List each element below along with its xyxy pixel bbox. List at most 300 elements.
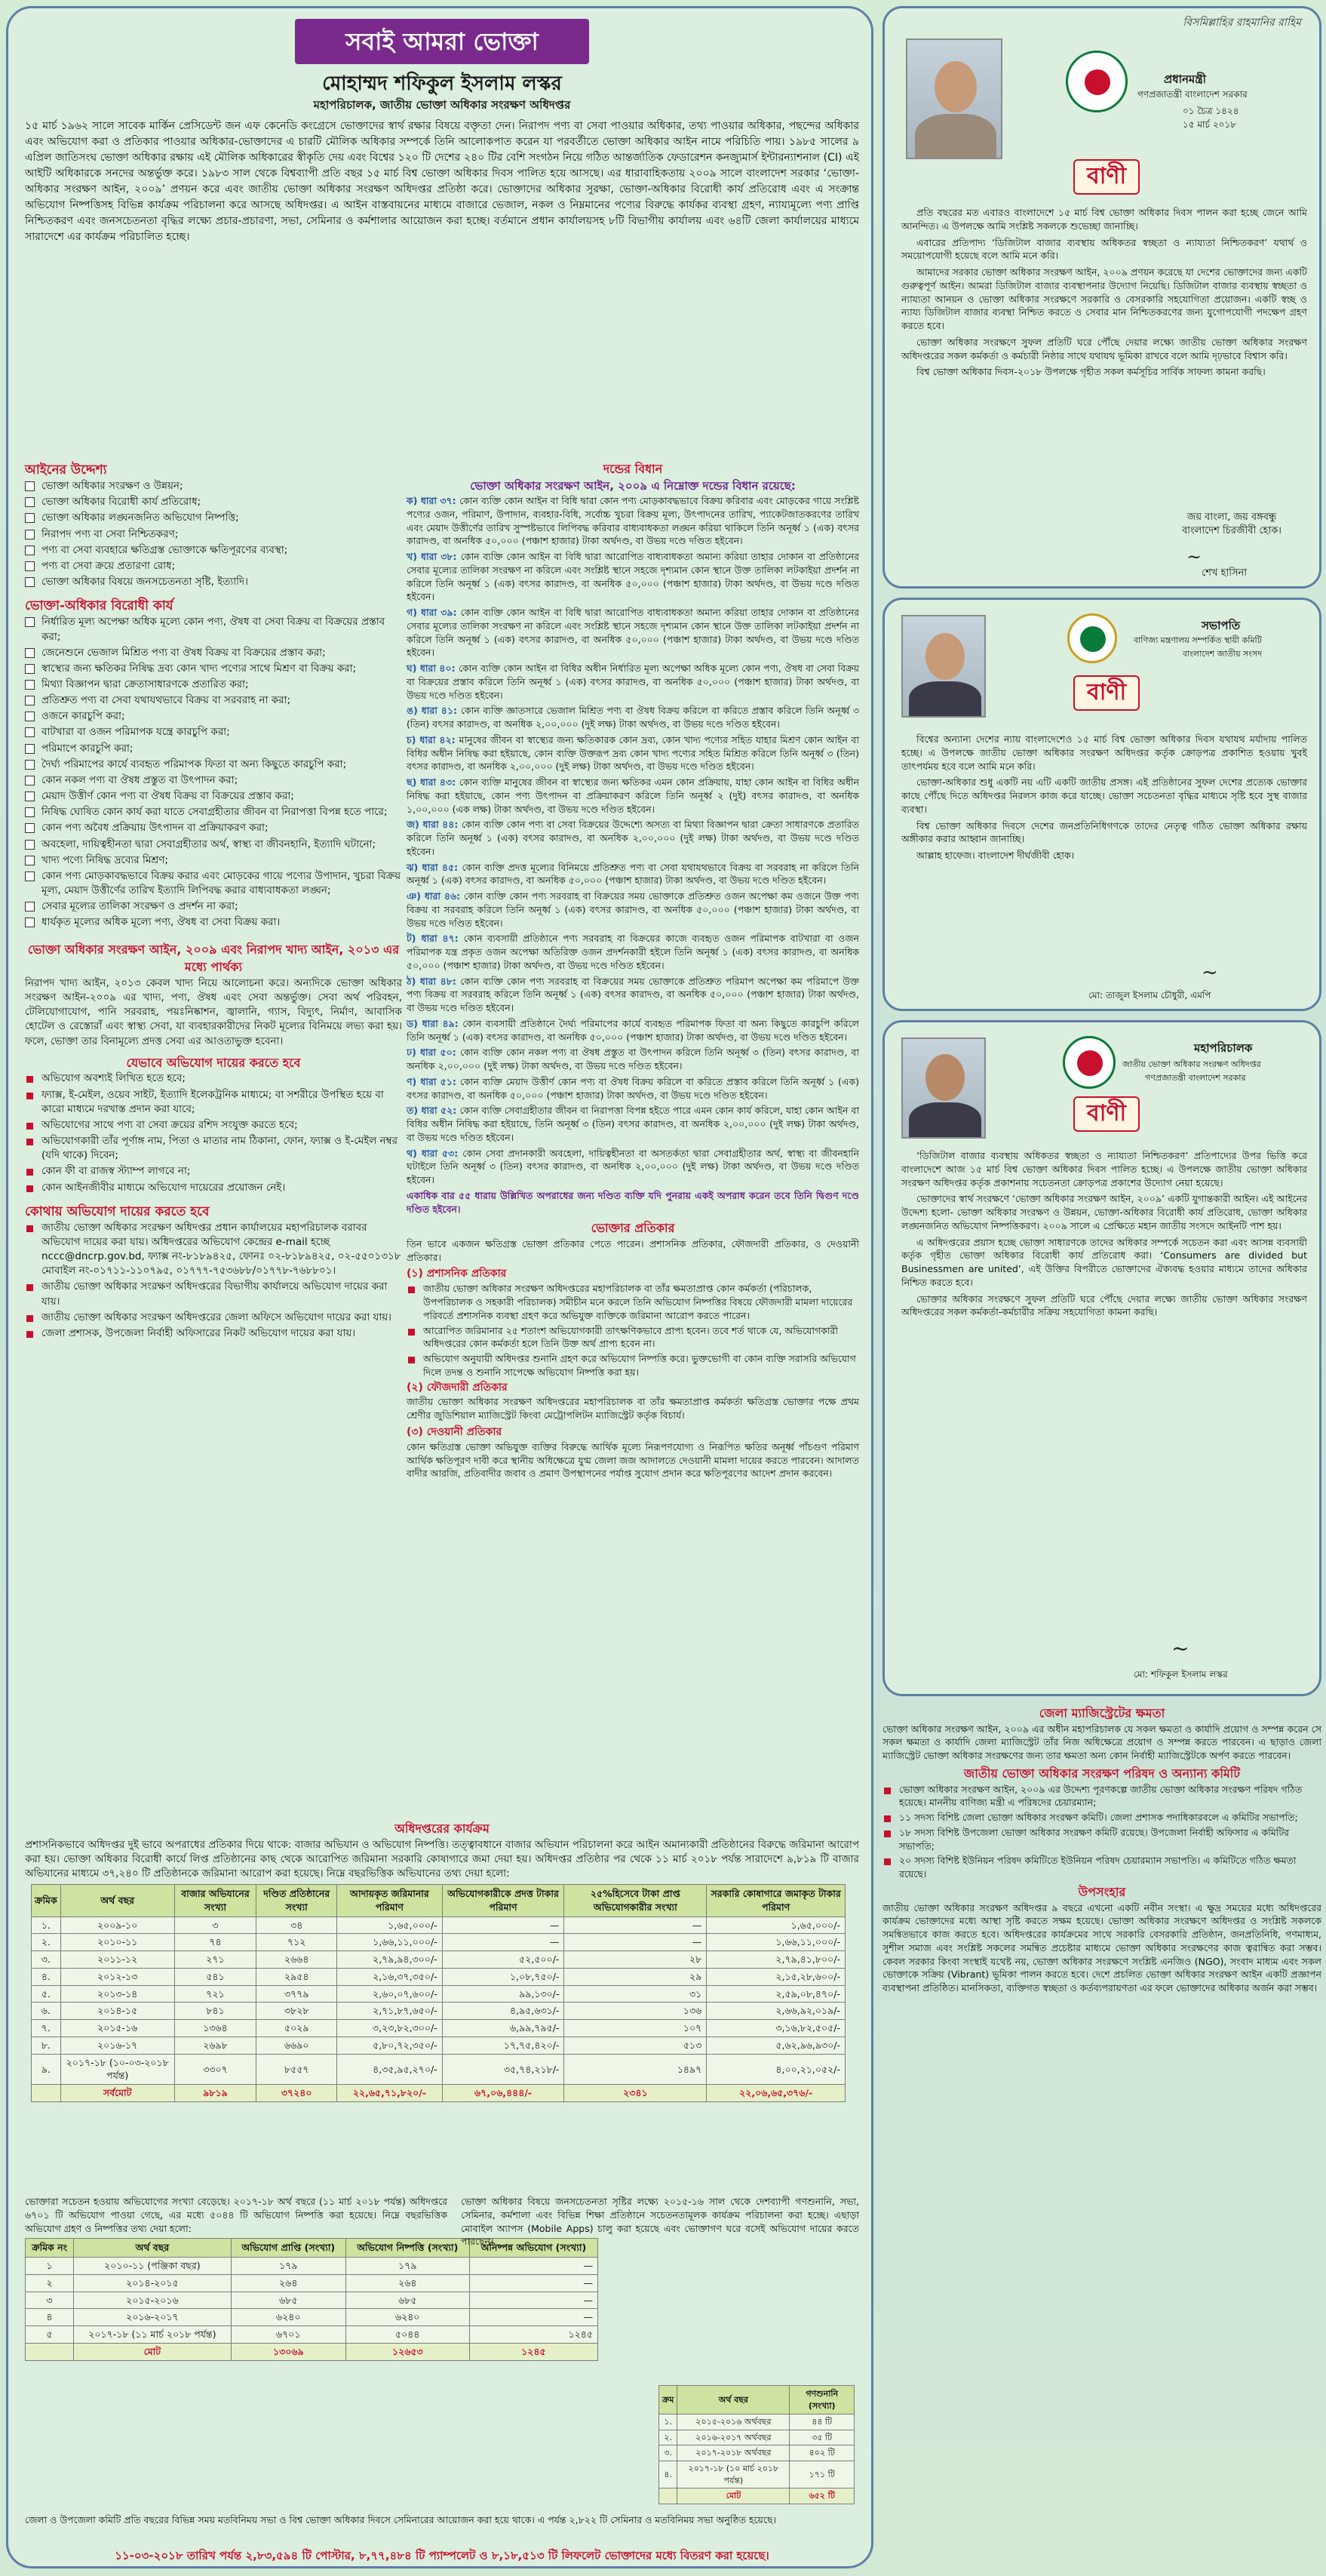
parliament-emblem-icon <box>1067 613 1117 663</box>
checkbox-bullet-icon <box>25 664 35 674</box>
table-row <box>26 2258 598 2275</box>
penalty-item: ঞ) ধারা ৪৬: কোন ব্যক্তি কোন পণ্য সরবরাহ বা বিক্রয়ের সময় ভোক্তাকে প্রতিশ্রুত ওজন অপেক্ষা কম ওজনে উক্ত পণ্য বিক্রয় বা সরবরাহ করিলে তিনি অনূর্ধ্ব ১ (এক) বৎসর কারাদণ্ড, বা অনধিক ৫০,০০০ (পঞ্চাশ হাজার) টাকা অর্থদণ্ড, বা উভয় দণ্ডে দণ্ডিত হইবেন। <box>407 890 859 929</box>
checkbox-bullet-icon <box>25 546 35 555</box>
penalty-section-label: ঘ) ধারা ৪০: <box>407 662 459 675</box>
dm-powers-text: ভোক্তা অধিকার সংরক্ষণ আইন, ২০০৯ এর অধীন মহাপরিচালক যে সকল ক্ষমতা ও কার্যাদি প্রয়োগ ও সম্পন্ন করেন সে সকল ক্ষমতা ও কার্যাদি জেলা ম্যাজিস্ট্রেট তাঁর নিজ অধিক্ষেত্রে প্রয়োগ ও সম্পন্ন করতে পারবেন। এ ছাড়াও জেলা ম্যাজিস্ট্রেট ভোক্তা অধিকার সংরক্ষণের জন্য তার ক্ষমতা অন্য কোন নির্বাহী ম্যাজিস্ট্রেটকে অর্পণ করতে পারবেন। <box>882 1723 1321 1762</box>
table-cell: ২,৭১,৮৭,৬৫০/- <box>337 2003 443 2020</box>
square-bullet-icon <box>408 1286 415 1293</box>
message-paragraph: বিশ্বের অন্যান্য দেশের ন্যায় বাংলাদেশেও ১৫ মার্চ বিশ্ব ভোক্তা অধিকার দিবস যথাযথ মর্যাদায় পালিত হচ্ছে। এ উপলক্ষে জাতীয় ভোক্তা অধিকার সংরক্ষণ অধিদপ্তর কর্তৃক ক্রোড়পত্র প্রকাশিত হওয়ায় খুবই তাৎপর্যময় হবে বলে আমি মনে করি। <box>901 733 1307 772</box>
table-cell: ১৩৬ <box>564 2003 707 2020</box>
anti-item: পরিমাপে কারচুপি করা; <box>25 742 402 756</box>
table-cell: ৪. <box>32 1968 61 1985</box>
table-cell: ২০১৫-১৬ <box>60 2020 174 2037</box>
checkbox-bullet-icon <box>25 648 35 658</box>
table-cell: মোট <box>677 2488 790 2504</box>
left-column <box>25 461 402 1342</box>
message-paragraph: ভোক্তাদের স্বার্থ সংরক্ষণে ‘ভোক্তা অধিকার সংরক্ষণ আইন, ২০০৯’ একটি যুগান্তকারী আইন। এই আইনের উদ্দেশ্য হলো- ভোক্তা অধিকার সংরক্ষণ ও উন্নয়ন, ভোক্তা-অধিকার বিরোধী কার্য প্রতিরোধ, ভোক্তা অধিকার লঙ্ঘনজনিত অভিযোগ নিষ্পত্তিকরণ। ২০০৯ সালে এ প্রেক্ষিতে মহান জাতীয় সংসদে আইনটি পাশ হয়। <box>901 1193 1307 1231</box>
law-diff-text: নিরাপদ খাদ্য আইন, ২০১৩ কেবল খাদ্য নিয়ে আলোচনা করে। অন্যদিকে ভোক্তা অধিকার সংরক্ষণ আইন-২০০৯ এর খাদ্য, পণ্য, ঔষধ এবং সেবা অন্তর্ভুক্ত। সেবা অর্থ পরিবহন, টেলিযোগাযোগ, পানি সরবরাহ, পয়ঃনিষ্কাশন, জ্বালানি, গ্যাস, বিদ্যুৎ, নির্মাণ, আবাসিক হোটেল ও রেস্তোরাঁ এবং স্বাস্থ্য সেবা, যা ব্যবহারকারীদের নিকট মূল্যের বিনিময়ে লভ্য করা হয়। ফলে, ভোক্তা তার বিনামূল্যে প্রদত্ত সেবা এর আওতাভুক্ত হবেনা। <box>25 976 402 1047</box>
complaint-section <box>25 2195 593 2361</box>
table-cell: ১৪৯৭ <box>564 2054 707 2085</box>
table-cell: সর্বমোট <box>60 2085 174 2102</box>
table-cell: ১,৬৫,০০০/- <box>337 1917 443 1934</box>
table-row <box>32 1951 846 1969</box>
square-bullet-icon <box>408 1329 415 1336</box>
checkbox-bullet-icon <box>25 513 35 523</box>
calligraphy-header: বিসমিল্লাহির রাহমানির রাহিম <box>1183 17 1301 29</box>
table-header: অনিষ্পন্ন অভিযোগ (সংখ্যা) <box>469 2239 597 2258</box>
table-cell: ৩৭৭৯ <box>256 1985 337 2003</box>
penalty-item: চ) ধারা ৪২: মানুষের জীবন বা স্বাস্থ্যের জন্য ক্ষতিকারক কোন দ্রব্য, কোন খাদ্য পণ্যের সহিত যাহার মিশ্রণ কোন আইন বা বিধির অধীন নিষিদ্ধ করা হইয়াছে, কোন ব্যক্তি উক্তরূপ দ্রব্য কোন খাদ্য পণ্যের সহিত মিশ্রিত করিলে তিনি অনূর্ধ্ব ৩ (তিন) বৎসর কারাদণ্ড, বা অনধিক ২,০০,০০০ (দুই লক্ষ) টাকা অর্থদণ্ড, বা উভয় দণ্ডে দণ্ডিত হইবেন। <box>407 733 859 773</box>
message-paragraph: প্রতি বছরের মত এবারও বাংলাদেশে ১৫ মার্চ বিশ্ব ভোক্তা অধিকার দিবস পালন করা হচ্ছে জেনে আমি আনন্দিত। এ উপলক্ষে আমি সংশ্লিষ্ট সকলকে শুভেচ্ছা জানাচ্ছি। <box>901 207 1307 232</box>
remedy-heading: ভোক্তার প্রতিকার <box>591 1221 675 1236</box>
table-cell: ৪. <box>659 2461 677 2488</box>
penalty-item: ঝ) ধারা ৪৫: কোন ব্যক্তি প্রদত্ত মূল্যের বিনিময়ে প্রতিশ্রুত পণ্য বা সেবা যথাযথভাবে বিক্রয় বা সরবরাহ না করিলে তিনি অনূর্ধ্ব ১ (এক) বৎসর কারাদণ্ড, বা অনধিক ৫০,০০০ (পঞ্চাশ হাজার) টাকা অর্থদণ্ড, বা উভয় দণ্ডে দণ্ডিত হইবেন। <box>407 861 859 887</box>
chair-signature: ~ <box>1202 961 1218 984</box>
table-cell: ৬২৪০ <box>231 2309 345 2326</box>
table-total-row <box>659 2488 855 2504</box>
square-bullet-icon <box>26 1076 33 1083</box>
how-item: কোন ফী বা রাজস্ব স্ট্যাম্প লাগবে না; <box>25 1164 402 1179</box>
chair-bani-badge: বাণী <box>1073 675 1140 711</box>
table-cell: ১,৬৬,১১,০০০/- <box>707 1934 846 1951</box>
table-cell: ১,৬৫,০০০/- <box>707 1917 846 1934</box>
table-cell: ৮৪১ <box>174 2003 256 2020</box>
table-row <box>32 1968 846 1985</box>
anti-item: কোন পণ্য মোড়কাবদ্ধভাবে বিক্রয় করার এবং মোড়কের গায়ে পণ্যের উপাদান, খুচরা বিক্রয় মূল্য, মেয়াদ উত্তীর্ণের তারিখ ইত্যাদি লিপিবদ্ধ করার বাধ্যবাধকতা লঙ্ঘন; <box>25 869 402 898</box>
pm-message-body <box>901 206 1307 382</box>
awareness-text: ভোক্তা অধিকার বিষয়ে জনসচেতনতা সৃষ্টির লক্ষ্যে ২০১৫-১৬ সাল থেকে দেশব্যাপী গণশুনানি, সভা, সেমিনার, কর্মশালা এবং বিভিন্ন শিক্ষা প্রতিষ্ঠানে সচেতনতামূলক কার্যক্রম পরিচালনা করা হচ্ছে। এছাড়া মোবাইল অ্যাপস (Mobile Apps) চালু করা হয়েছে এবং ভোক্তাগণ ঘরে বসেই অভিযোগ দায়ের করতে পারছেন। <box>461 2196 859 2248</box>
message-paragraph: এবারের প্রতিপাদ্য ‘ডিজিটাল বাজার ব্যবস্থায় অধিকতর স্বচ্ছতা ও ন্যায্যতা নিশ্চিতকরণ’ যথার্থ ও সময়োপযোগী হয়েছে বলে আমি মনে করি। <box>901 236 1307 262</box>
message-paragraph: বিশ্ব ভোক্তা অধিকার দিবস-২০১৮ উপলক্ষে গৃহীত সকল কর্মসূচির সার্বিক সাফল্য কামনা করছি। <box>916 366 1266 378</box>
table-row <box>26 2326 598 2344</box>
remedy-admin-item: অভিযোগ অনুযায়ী অধিদপ্তর শুনানি গ্রহণ করে অভিযোগ নিষ্পত্তি করে। ভুক্তভোগী বা কোন ব্যক্তি সরাসরি অভিযোগ দিলে তদন্ত ও শুনানি সাপেক্ষে অভিযোগ নিষ্পত্তি করা হয়। <box>407 1352 859 1379</box>
table-cell: ৬৭০১ <box>231 2326 345 2344</box>
table-cell: ২৬৬৪ <box>256 1951 337 1969</box>
penalty-item: ঢ) ধারা ৫০: কোন ব্যক্তি কোন নকল পণ্য বা ঔষধ প্রস্তুত বা উৎপাদন করিলে তিনি অনূর্ধ্ব ৩ (তিন) বৎসর কারাদণ্ড, বা অনধিক ২,০০,০০০ (দুই লক্ষ) টাকা অর্থদণ্ড, বা উভয় দণ্ডে দণ্ডিত হইবেন। <box>407 1047 859 1072</box>
law-diff-heading: ভোক্তা অধিকার সংরক্ষণ আইন, ২০০৯ এবং নিরাপদ খাদ্য আইন, ২০১৩ এর মধ্যে পার্থক্য <box>27 942 400 975</box>
checkbox-bullet-icon <box>25 792 35 801</box>
table-cell: ৭৪ <box>174 1934 256 1951</box>
chair-message-box <box>882 598 1321 1011</box>
penalty-item: ণ) ধারা ৫১: কোন ব্যক্তি মেয়াদ উত্তীর্ণ কোন পণ্য বা ঔষধ বিক্রয় করিলে বা করিতে প্রস্তাব করিলে তিনি অনূর্ধ্ব ১ (এক) বৎসর কারাদণ্ড, বা অনধিক ৫০,০০০ (পঞ্চাশ হাজার) টাকা অর্থদণ্ড, বা উভয় দণ্ডে দণ্ডিত হইবেন। <box>407 1075 859 1101</box>
table-cell: ১৭৯ <box>345 2258 469 2275</box>
table-cell: ২৮ <box>564 1951 707 1969</box>
checkbox-bullet-icon <box>25 807 35 817</box>
penalty-section-label: গ) ধারা ৩৯: <box>407 607 461 619</box>
table-cell: ২০০৯-১০ <box>60 1917 174 1934</box>
aim-item: নিরাপদ পণ্য বা সেবা নিশ্চিতকরণ; <box>25 527 402 542</box>
directorate-emblem-icon <box>1063 1036 1116 1089</box>
remedy-civil-text: কোন ক্ষতিগ্রস্ত ভোক্তা অভিযুক্ত ব্যক্তির বিরুদ্ধে আর্থিক মূল্যে নিরূপণযোগ্য ও নিরূপিত ক্ষতির অনূর্ধ্ব পাঁচগুণ পরিমাণ আর্থিক ক্ষতিপূরণ দাবী করে স্থানীয় অধিক্ষেত্রে যুগ্ম জেলা জজ আদালতে দেওয়ানী মামলা দায়ের করতে পারবেন। আদালত বাদীর আরজি, প্রতিবাদীর জবাব ও প্রমাণ উপস্থাপনের পর্যাপ্ত সুযোগ প্রদান করে ক্ষতিপূরণের আদেশ প্রদান করবেন। <box>407 1440 859 1480</box>
message-paragraph: আমাদের সরকার ভোক্তা অধিকার সংরক্ষণ আইন, ২০০৯ প্রণয়ন করেছে যা দেশের ভোক্তাদের জন্য একটি গুরুত্বপূর্ণ আইন। আমরা ডিজিটাল বাজার ব্যবস্থাপনার উদ্যোগ নিয়েছি। ডিজিটাল বাজার ব্যবস্থায় স্বচ্ছতা ও ন্যায্যতা আনয়ন ও ভোক্তা অধিকার সংরক্ষণে সরকারি ও বেসরকারি সহযোগিতা প্রয়োজন। একটি স্বচ্ছ ও ন্যায্য ডিজিটাল বাজার ব্যবস্থা নিশ্চিত করতে ও সেবার মান নিশ্চিতকরণের জন্য যুগোপযোগী পদক্ষেপ গ্রহণ করতে হবে। <box>901 266 1307 331</box>
dg-portrait <box>901 1037 986 1139</box>
where-item: জেলা প্রশাসক, উপজেলা নির্বাহী অফিসারের নিকট অভিযোগ দায়ের করা যায়। <box>25 1326 402 1341</box>
remedy-civil-heading: (৩) দেওয়ানী প্রতিকার <box>407 1425 502 1438</box>
table-total-row <box>26 2343 598 2360</box>
checkbox-bullet-icon <box>25 530 35 539</box>
message-paragraph: ভোক্তা-অধিকার শুধু একটি নয় এটি একটি জাতীয় প্রসঙ্গ। এই প্রতিষ্ঠানের সুফল দেশের প্রত্যেক ভোক্তার কাছে পৌঁছে দিতে অধিদপ্তর নিরলস কাজ করে যাচ্ছে। ভোক্তা সচেতনতা বৃদ্ধির মাধ্যমে সৃষ্টি হবে সুস্থ বাজার ব্যবস্থা। <box>901 776 1307 815</box>
council-item: ২০ সদস্য বিশিষ্ট ইউনিয়ন পরিষদ কমিটিতে ইউনিয়ন পরিষদ চেয়ারম্যান সভাপতি। এ কমিটিতে গঠিত ক্ষমতা রয়েছে। <box>882 1854 1321 1881</box>
checkbox-bullet-icon <box>25 727 35 737</box>
square-bullet-icon <box>26 1123 33 1130</box>
table-cell: ৩. <box>659 2445 677 2461</box>
table-cell: ২ <box>26 2274 74 2292</box>
pm-date-bangla: ০১ চৈত্র ১৪২৪ <box>1183 106 1239 116</box>
dm-powers-heading: জেলা ম্যাজিস্ট্রেটের ক্ষমতা <box>1039 1706 1165 1720</box>
penalty-section-label: ত) ধারা ৫২: <box>407 1105 460 1117</box>
dg-message-body <box>901 1149 1307 1322</box>
table-row <box>26 2292 598 2309</box>
aim-item: পণ্য বা সেবা ব্যবহারে ক্ষতিগ্রস্ত ভোক্তাকে ক্ষতিপূরণের ব্যবস্থা; <box>25 543 402 558</box>
table-row <box>659 2445 855 2461</box>
table-cell: — <box>442 1917 564 1934</box>
table-cell: ৭১২ <box>256 1934 337 1951</box>
table-cell: ৫ <box>26 2326 74 2344</box>
table-cell <box>32 2085 61 2102</box>
dg-org-2: গণপ্রজাতন্ত্রী বাংলাদেশ সরকার <box>1145 1073 1246 1083</box>
table-cell: ৩৩০৭ <box>174 2054 256 2085</box>
table-cell: ২,১৫,২৮,৬০০/- <box>707 1968 846 1985</box>
table-row <box>32 2003 846 2020</box>
pm-bani-badge: বাণী <box>1073 159 1140 195</box>
message-paragraph: ভোক্তার অধিকার সংরক্ষণে সুফল প্রতিটি ঘরে পৌঁছে দেয়ার লক্ষ্যে জাতীয় ভোক্তা অধিকার সংরক্ষণ অধিদপ্তরের সকল কর্মকর্তা-কর্মচারীর সক্রিয় সহযোগিতা কামনা করছি। <box>901 1293 1307 1318</box>
table-header: অভিযোগকারীকে প্রদত্ত টাকার পরিমাণ <box>442 1885 564 1917</box>
table-cell: ২০১২-১৩ <box>60 1968 174 1985</box>
table-cell: ৪ <box>26 2309 74 2326</box>
table-row <box>26 2309 598 2326</box>
checkbox-bullet-icon <box>25 760 35 770</box>
table-cell: ৫৪১ <box>174 1968 256 1985</box>
anti-item: কোন নকল পণ্য বা ঔষধ প্রস্তুত বা উৎপাদন করা; <box>25 773 402 788</box>
enforcement-table <box>31 1884 846 2102</box>
table-header: গণশুনানি (সংখ্যা) <box>790 2386 855 2415</box>
checkbox-bullet-icon <box>25 561 35 571</box>
anti-item: নিষিদ্ধ ঘোষিত কোন কার্য করা যাতে সেবাগ্রহীতার জীবন বা নিরাপত্তা বিপন্ন হতে পারে; <box>25 805 402 819</box>
table-header: সরকারি কোষাগারে জমাকৃত টাকার পরিমাণ <box>707 1885 846 1917</box>
table-row <box>659 2461 855 2488</box>
table-cell: ৭২১ <box>174 1985 256 2003</box>
checkbox-bullet-icon <box>25 823 35 833</box>
where-complaint-heading: কোথায় অভিযোগ দায়ের করতে হবে <box>25 1203 210 1219</box>
table-cell: ২০১০-১১ (পঞ্জিকা বছর) <box>74 2258 232 2275</box>
table-cell: ৫১৩ <box>564 2037 707 2054</box>
pm-date: ১৫ মার্চ ২০১৮ <box>1183 119 1236 130</box>
council-item: ভোক্তা অধিকার সংরক্ষণ আইন, ২০০৯ এর উদ্দেশ্য পূরণকল্পে জাতীয় ভোক্তা অধিকার সংরক্ষণ পরিষদ গঠিত হয়েছে। মাননীয় বাণিজ্য মন্ত্রী এ পরিষদের চেয়ারম্যান; <box>882 1783 1321 1810</box>
penalty-item: ক) ধারা ৩৭: কোন ব্যক্তি কোন আইন বা বিধি দ্বারা কোন পণ্য মোড়কাবদ্ধভাবে বিক্রয় করিবার এবং মোড়কের গায়ে সংশ্লিষ্ট পণ্যের ওজন, পরিমাণ, উপাদান, ব্যবহার-বিধি, সর্বোচ্চ খুচরা বিক্রয় মূল্য, উৎপাদনের তারিখ, প্যাকেটজাতকরণের তারিখ এবং মেয়াদ উত্তীর্ণের তারিখ সুস্পষ্টভাবে লিপিবদ্ধ করিবার বাধ্যবাধকতা লঙ্ঘন করিয়া থাকিলে তিনি অনূর্ধ্ব ১ (এক) বৎসর কারাদণ্ড, বা অনধিক ৫০,০০০ (পঞ্চাশ হাজার) টাকা অর্থদণ্ড, বা উভয় দণ্ডে দণ্ডিত হইবেন। <box>407 495 859 547</box>
remedy-criminal-text: জাতীয় ভোক্তা অধিকার সংরক্ষণ অধিদপ্তরের মহাপরিচালক বা তাঁর ক্ষমতাপ্রাপ্ত কর্মকর্তা ক্ষতিগ্রস্ত ভোক্তার পক্ষে প্রথম শ্রেণীর জুডিশিয়াল ম্যাজিস্ট্রেট কিংবা মেট্রোপলিটন ম্যাজিস্ট্রেট কর্তৃক বিচার্য। <box>407 1396 859 1422</box>
table-header: অর্থ বছর <box>60 1885 174 1917</box>
pm-title: প্রধানমন্ত্রী <box>1164 72 1206 86</box>
penalty-section-label: ক) ধারা ৩৭: <box>407 495 460 507</box>
hearing-section <box>658 2385 859 2504</box>
table-cell: ৫. <box>32 1985 61 2003</box>
table-cell <box>26 2343 74 2360</box>
table-cell: ৭. <box>32 2020 61 2037</box>
table-header: দণ্ডিত প্রতিষ্ঠানের সংখ্যা <box>256 1885 337 1917</box>
aims-list <box>25 479 402 589</box>
complaint-table <box>25 2238 598 2360</box>
how-item: অভিযোগের সাথে পণ্য বা সেবা ক্রয়ের রশিদ সংযুক্ত করতে হবে; <box>25 1118 402 1133</box>
pm-portrait <box>906 38 1002 159</box>
table-cell: ৪,৯৫,৬৩১/- <box>442 2003 564 2020</box>
anti-item: স্বাস্থ্যের জন্য ক্ষতিকর নিষিদ্ধ দ্রব্য কোন খাদ্য পণ্যের সাথে মিশ্রণ বা বিক্রয় করা; <box>25 662 402 676</box>
table-row <box>32 1934 846 1951</box>
checkbox-bullet-icon <box>25 497 35 507</box>
checkbox-bullet-icon <box>25 744 35 754</box>
table-cell: ১৩০৬৯ <box>231 2343 345 2360</box>
table-cell: ২৬৯৮ <box>174 2037 256 2054</box>
penalty-item: ছ) ধারা ৪৩: কোন ব্যক্তি মানুষের জীবন বা স্বাস্থ্যের জন্য ক্ষতিকর এমন কোন প্রক্রিয়ায়, যাহা কোন আইন বা বিধির অধীন নিষিদ্ধ করা হইয়াছে, কোন পণ্য উৎপাদন বা প্রক্রিয়াকরণ করিলে তিনি অনূর্ধ্ব ২ (দুই) বৎসর কারাদণ্ড, বা অনধিক ১,০০,০০০ (এক লক্ষ) টাকা অর্থদণ্ড, বা উভয় দণ্ডে দণ্ডিত হইবেন। <box>407 776 859 815</box>
aim-item: পণ্য বা সেবা ক্রয়ে প্রতারণা রোধ; <box>25 559 402 573</box>
anti-item: মেয়াদ উত্তীর্ণ কোন পণ্য বা ঔষধ বিক্রয় বা বিক্রয়ের প্রস্তাব করা; <box>25 789 402 804</box>
table-cell: ২৭১ <box>174 1951 256 1969</box>
penalty-section-label: চ) ধারা ৪২: <box>407 733 459 745</box>
penalty-section-label: ণ) ধারা ৫১: <box>407 1075 460 1087</box>
table-cell: ২০১৭-১৮ (১০ মার্চ ২০১৮ পর্যন্ত) <box>677 2461 790 2488</box>
square-bullet-icon <box>26 1093 33 1099</box>
pm-name: শেখ হাসিনা <box>1202 567 1248 579</box>
table-cell: ৬৮৫ <box>231 2292 345 2309</box>
table-row <box>32 2020 846 2037</box>
checkbox-bullet-icon <box>25 902 35 911</box>
penalty-item: ঘ) ধারা ৪০: কোন ব্যক্তি কোন আইন বা বিধির অধীন নির্ধারিত মূল্য অপেক্ষা অধিক মূল্যে কোন পণ্য, ঔষধ বা সেবা বিক্রয় বা বিক্রয়ের প্রস্তাব করিলে তিনি অনূর্ধ্ব ১ (এক) বৎসর কারাদণ্ড, বা অনধিক ৫০,০০০ (পঞ্চাশ হাজার) টাকা অর্থদণ্ড, বা উভয় দণ্ডে দণ্ডিত হইবেন। <box>407 662 859 701</box>
penalty-item: ত) ধারা ৫২: কোন ব্যক্তি সেবাগ্রহীতার জীবন বা নিরাপত্তা বিপন্ন হইতে পারে এমন কোন কার্য করিলে, যাহা কোন আইন বা বিধির অধীন নিষিদ্ধ করা হইয়াছে, তিনি অনূর্ধ্ব ৩ (তিন) বৎসর কারাদণ্ড, বা অনধিক ২,০০,০০০ (দুই লক্ষ) টাকা অর্থদণ্ড, বা উভয় দণ্ডে দণ্ডিত হইবেন। <box>407 1105 859 1143</box>
anti-item: কোন পণ্য অবৈধ প্রক্রিয়ায় উৎপাদন বা প্রক্রিয়াকরণ করা; <box>25 821 402 835</box>
table-cell: ৩৫ টি <box>790 2430 855 2445</box>
chair-org-1: বাণিজ্য মন্ত্রণালয় সম্পর্কিত স্থায়ী কমিটি <box>1134 635 1262 645</box>
anti-item: ওজনে কারচুপি করা; <box>25 709 402 724</box>
penalty-section-label: ঢ) ধারা ৫০: <box>407 1047 460 1059</box>
table-cell: ২,১৬,৩৭,৩৫০/- <box>337 1968 443 1985</box>
council-heading: জাতীয় ভোক্তা অধিকার সংরক্ষণ পরিষদ ও অন্যান্য কমিটি <box>963 1766 1241 1781</box>
pm-closing: জয় বাংলা, জয় বঙ্গবন্ধু বাংলাদেশ চিরজীবী হোক। <box>1182 512 1281 537</box>
square-bullet-icon <box>884 1831 891 1837</box>
table-cell: ২,৫৯,০৮,৪৭০/- <box>707 1985 846 2003</box>
dg-bani-badge: বাণী <box>1073 1096 1140 1132</box>
square-bullet-icon <box>26 1169 33 1176</box>
table-cell: ২. <box>32 1934 61 1951</box>
table-cell: ৩,১৬,৮২,৫০৫/- <box>707 2020 846 2037</box>
penalty-list <box>407 494 859 1187</box>
table-cell: ৫০৪৪ <box>345 2326 469 2344</box>
anti-item: জেনেশুনে ভেজাল মিশ্রিত পণ্য বা ঔষধ বিক্রয় বা বিক্রয়ের প্রস্তাব করা; <box>25 646 402 660</box>
table-header: বাজার অভিযানের সংখ্যা <box>174 1885 256 1917</box>
table-cell: ২৬৪ <box>345 2274 469 2292</box>
penalty-item: খ) ধারা ৩৮: কোন ব্যক্তি কোন আইন বা বিধি দ্বারা আরোপিত বাধ্যবাধকতা অমান্য করিয়া তাহার দোকান বা প্রতিষ্ঠানের সেবার মূল্যের তালিকা সংরক্ষণ না করিলে এবং সংশ্লিষ্ট স্থানে সহজে দৃশ্যমান কোন স্থানে উক্ত তালিকা লটকাইয়া প্রদর্শন না করিলে তিনি অনূর্ধ্ব ১ (এক) বৎসর কারাদণ্ড, বা অনধিক ৫০,০০০ (পঞ্চাশ হাজার) টাকা অর্থদণ্ড, বা উভয় দণ্ডে দণ্ডিত হইবেন। <box>407 551 859 603</box>
square-bullet-icon <box>26 1185 33 1192</box>
anti-item: সেবার মূল্যের তালিকা সংরক্ষণ ও প্রদর্শন না করা; <box>25 899 402 914</box>
table-cell: — <box>469 2292 597 2309</box>
table-cell: ১২৪৫ <box>469 2326 597 2344</box>
activities-section <box>25 1821 859 2102</box>
table-cell: ২০১১-১২ <box>60 1951 174 1969</box>
table-cell: ২০১৬-২০১৭ অর্থবছর <box>677 2430 790 2445</box>
aim-item: ভোক্তা অধিকার বিরোধী কার্য প্রতিরোধ; <box>25 495 402 509</box>
table-cell: ২৯ <box>564 1968 707 1985</box>
table-cell: ৫,৮০,৭২,৩৫০/- <box>337 2037 443 2054</box>
square-bullet-icon <box>26 1139 33 1145</box>
table-cell: ২,৬৬,৯২,০১৯/- <box>707 2003 846 2020</box>
table-cell: ৫২,৫০০/- <box>442 1951 564 1969</box>
penalty-item: ট) ধারা ৪৭: কোন ব্যবসায়ী প্রতিষ্ঠানে পণ্য সরবরাহ বা বিক্রয়ের কাজে ব্যবহৃত ওজন পরিমাপক বাটখারা বা ওজন পরিমাপক যন্ত্র প্রকৃত ওজন অপেক্ষা অতিরিক্ত ওজন প্রদর্শনকারী হইলে তিনি অনূর্ধ্ব ১ (এক) বৎসর কারাদণ্ড, বা অনধিক ৫০,০০০ (পঞ্চাশ হাজার) টাকা অর্থদণ্ড, বা উভয় দণ্ডে দণ্ডিত হইবেন। <box>407 933 859 971</box>
table-header: ২৫%হিসেবে টাকা প্রাপ্ত অভিযোগকারীর সংখ্যা <box>564 1885 707 1917</box>
table-cell: ২২,৬৫,৭১,৮২০/- <box>337 2085 443 2102</box>
message-paragraph: আল্লাহ হাফেজ। বাংলাদেশ দীর্ঘজীবী হোক। <box>916 850 1075 861</box>
table-cell: ৯৮১৯ <box>174 2085 256 2102</box>
anti-item: মিথ্যা বিজ্ঞাপন দ্বারা ক্রেতাসাধারণকে প্রতারিত করা; <box>25 678 402 692</box>
table-row <box>32 1917 846 1934</box>
hearing-table <box>658 2385 855 2504</box>
penalty-section-label: ছ) ধারা ৪৩: <box>407 776 459 788</box>
remedy-intro: তিন ভাবে একজন ক্ষতিগ্রস্ত ভোক্তা প্রতিকার পেতে পারেন। প্রশাসনিক প্রতিকার, ফৌজদারী প্রতিকার, ও দেওয়ানী প্রতিকার। <box>407 1237 859 1263</box>
complaint-text: ভোক্তারা সচেতন হওয়ায় অভিযোগের সংখ্যা বেড়েছে। ২০১৭-১৮ অর্থ বছরে (১১ মার্চ ২০১৮ পর্যন্ত) অধিদপ্তরে ৬৭০১ টি অভিযোগ পাওয়া গেছে, এর মধ্যে ৫০৪৪ টি অভিযোগ নিষ্পত্তি করা হয়েছে। নিম্নে বছরভিত্তিক অভিযোগ গ্রহণ ও নিষ্পত্তির তথ্য দেয়া হলো: <box>25 2196 447 2234</box>
where-item: জাতীয় ভোক্তা অধিকার সংরক্ষণ অধিদপ্তর প্রধান কার্যালয়ের মহাপরিচালক বরাবর অভিযোগ দায়ের করা যায়। অধিদপ্তরের অভিযোগ কেন্দ্রের e-mail হচ্ছে nccc@dncrp.gov.bd, ফ্যাক্স নং-৮১৮৯৪২৫, ফোনঃ ০২-৮১৮৯৪২৫, ০২-৫৫০১৩১৮ মোবাইল নং-০১৭১১-১১০৭৯৫, ০১৭৭৭-৭৫৩৬৮৮/০১৭৭৮-৭৬৮৮০১। <box>25 1221 402 1279</box>
table-cell: ২৬৪ <box>231 2274 345 2292</box>
table-cell: ৯. <box>32 2054 61 2085</box>
square-bullet-icon <box>884 1788 891 1794</box>
square-bullet-icon <box>884 1858 891 1865</box>
checkbox-bullet-icon <box>25 856 35 865</box>
checkbox-bullet-icon <box>25 840 35 850</box>
table-header: অর্থ বছর <box>677 2386 790 2415</box>
table-cell: ২০১৪-১৫ <box>60 2003 174 2020</box>
table-cell: ৩১ <box>564 1985 707 2003</box>
table-cell: ৩৮২৮ <box>256 2003 337 2020</box>
remedy-admin-list <box>407 1282 859 1379</box>
seminar-text: জেলা ও উপজেলা কমিটি প্রতি বছরের বিভিন্ন সময় মতবিনিময় সভা ও বিশ্ব ভোক্তা অধিকার দিবসে সেমিনারের আয়োজন করা হয়ে থাকে। এ পর্যন্ত ২,৮২২ টি সেমিনার ও মতবিনিময় সভা অনুষ্ঠিত হয়েছে। <box>25 2514 776 2525</box>
square-bullet-icon <box>408 1357 415 1363</box>
penalty-section-label: জ) ধারা ৪৪: <box>407 819 462 831</box>
table-cell: ৬. <box>32 2003 61 2020</box>
intro-paragraph: ১৫ মার্চ ১৯৬২ সালে সাবেক মার্কিন প্রেসিডেন্ট জন এফ কেনেডি কংগ্রেসে ভোক্তাদের স্বার্থ রক্ষার বিষয়ে বক্তৃতা দেন। নিরাপদ পণ্য বা সেবা পাওয়ার অধিকার, তথ্য পাওয়ার অধিকার, পছন্দের অধিকার এবং অভিযোগ করা ও প্রতিকার পাওয়ার অধিকার-ভোক্তাদের এ চারটি মৌলিক অধিকার সম্পর্কে তিনি আলোকপাত করেন যা পরবর্তীতে ভোক্তা অধিকার আইন নামে পরিচিতি পায়। ১৯৮৫ সালের ৯ এপ্রিল জাতিসংঘ ভোক্তা অধিকার রক্ষায় এই মৌলিক অধিকারের স্বীকৃতি দেয় এবং বিশ্বের ১২০ টি দেশের ২৪০ টির বেশি সংগঠন নিয়ে গঠিত আন্তর্জাতিক ফেডারেশন কনজ্যুমার্স ইন্টারন্যাশনাল (CI) এই আইটি অধিকারকে সনদের অন্তর্ভুক্ত করে। ১৯৮৩ সাল থেকে বিশ্বব্যাপী প্রতি বছর ১৫ মার্চ বিশ্ব ভোক্তা অধিকার দিবস পালিত হয়ে আসছে। এর ধারাবাহিকতায় ২০০৯ সালে বাংলাদেশ সরকার ‘ভোক্তা-অধিকার সংরক্ষণ আইন, ২০০৯’ প্রণয়ন করে এবং জাতীয় ভোক্তা অধিকার সংরক্ষণ অধিদপ্তর প্রতিষ্ঠা করে। ভোক্তাদের অধিকার সুরক্ষা, ভোক্তা-অধিকার বিরোধী কার্য প্রতিরোধ এবং এ সংক্রান্ত অভিযোগ নিষ্পত্তিসহ বিভিন্ন কার্যক্রম পরিচালনা করে আসছে অধিদপ্তর। এ আইন বাস্তবায়নের মাধ্যমে বাজারে ভেজাল, নকল ও নিম্নমানের পণ্যের বিরুদ্ধে কার্যকর ব্যবস্থা গ্রহণ, ন্যায্যমূল্যে পণ্য প্রাপ্তি নিশ্চিতকরণ এবং জনসচেতনতা বৃদ্ধির লক্ষ্যে প্রচার-প্রচারণা, সভা, সেমিনার ও কর্মশালার আয়োজন করা হচ্ছে। বর্তমানে প্রধান কার্যালয়সহ ৮টি বিভাগীয় কার্যালয় এবং ৬৪টি জেলা কার্যালয়ের মাধ্যমে সারাদেশে এর কার্যক্রম পরিচালিত হচ্ছে। <box>25 120 859 243</box>
table-row <box>32 1985 846 2003</box>
square-bullet-icon <box>26 1315 33 1322</box>
pm-signature: ~ <box>1186 546 1202 567</box>
author-name: মোহাম্মদ শফিকুল ইসলাম লস্কর <box>322 72 562 95</box>
dg-org-1: জাতীয় ভোক্তা অধিকার সংরক্ষণ অধিদপ্তর <box>1122 1059 1261 1069</box>
awareness-section <box>461 2195 859 2252</box>
aim-item: ভোক্তা অধিকার সংরক্ষণ ও উন্নয়ন; <box>25 479 402 493</box>
chair-title: সভাপতি <box>1202 619 1241 632</box>
table-cell: ২৯৫৪ <box>256 1968 337 1985</box>
table-cell: ৬৮৫ <box>345 2292 469 2309</box>
table-cell: ১ <box>26 2258 74 2275</box>
message-paragraph: বিশ্ব ভোক্তা অধিকার দিবসে দেশের জনপ্রতিনিধিগণকে তাদের নেতৃত্ব গঠিত ভোক্তা অধিকার রক্ষায় অঙ্গীকার করার আহ্বান জানাচ্ছি। <box>901 819 1307 845</box>
how-item: কোন আইনজীবীর মাধ্যমে অভিযোগ দায়েরের প্রয়োজন নেই। <box>25 1181 402 1195</box>
checkbox-bullet-icon <box>25 871 35 881</box>
penalty-item: ড) ধারা ৪৯: কোন ব্যবসায়ী প্রতিষ্ঠানে দৈর্ঘ্য পরিমাপের কার্যে ব্যবহৃত পরিমাপক ফিতা বা অন্য কিছুতে কারচুপি করিলে তিনি অনূর্ধ্ব ১ (এক) বৎসর কারাদণ্ড, বা অনধিক ৫০,০০০ (পঞ্চাশ হাজার) টাকা অর্থদণ্ড, বা উভয় দণ্ডে দণ্ডিত হইবেন। <box>407 1017 859 1043</box>
table-cell: ২০১৪-২০১৫ <box>74 2274 232 2292</box>
where-item: জাতীয় ভোক্তা অধিকার সংরক্ষণ অধিদপ্তরের জেলা অফিসে অভিযোগ দায়ের করা যায়। <box>25 1311 402 1325</box>
checkbox-bullet-icon <box>25 776 35 785</box>
remedy-admin-heading: (১) প্রশাসনিক প্রতিকার <box>407 1268 507 1280</box>
penalty-subheading: ভোক্তা অধিকার সংরক্ষণ আইন, ২০০৯ এ নিম্নোক্ত দন্ডের বিধান রয়েছে: <box>470 478 796 493</box>
table-row <box>26 2274 598 2292</box>
table-cell: ৬৬৯০ <box>256 2037 337 2054</box>
table-cell: ২,৭৯,৪১,৮০০/- <box>707 1951 846 1969</box>
table-row <box>32 2037 846 2054</box>
square-bullet-icon <box>26 1284 33 1291</box>
aim-item: ভোক্তা অধিকার বিষয়ে জনসচেতনতা সৃষ্টি, ইত্যাদি। <box>25 575 402 589</box>
penalty-item: ঠ) ধারা ৪৮: কোন ব্যক্তি কোন পণ্য সরবরাহ বা বিক্রয়ের সময় ভোক্তাকে প্রতিশ্রুত পরিমাপ অপেক্ষা কম পরিমাপে উক্ত পণ্য বিক্রয় বা সরবরাহ করিলে তিনি অনূর্ধ্ব ১ (এক) বৎসর কারাদণ্ড, বা অনধিক ৫০,০০০ (পঞ্চাশ হাজার) টাকা অর্থদণ্ড, বা উভয় দণ্ডে দণ্ডিত হইবেন। <box>407 975 859 1014</box>
penalty-item: জ) ধারা ৪৪: কোন ব্যক্তি কোন পণ্য বা সেবা বিক্রয়ের উদ্দেশ্যে অসত্য বা মিথ্যা বিজ্ঞাপন দ্বারা ক্রেতা সাধারণকে প্রতারিত করিলে তিনি অনূর্ধ্ব ১ (এক) বৎসর কারাদণ্ড, বা অনধিক ২,০০,০০০ (দুই লক্ষ) টাকা অর্থদণ্ড, বা উভয় দণ্ডে দণ্ডিত হইবেন। <box>407 819 859 857</box>
table-cell: ১,৬৬,১১,০০০/- <box>337 1934 443 1951</box>
table-cell: ২,৭৯,৯৪,৩০০/- <box>337 1951 443 1969</box>
table-cell: — <box>469 2274 597 2292</box>
table-row <box>659 2430 855 2445</box>
table-cell: ২০১৬-১৭ <box>60 2037 174 2054</box>
table-cell: ১৭৯ <box>231 2258 345 2275</box>
table-cell: ২. <box>659 2430 677 2445</box>
activities-heading: অধিদপ্তরের কার্যক্রম <box>394 1821 490 1836</box>
chair-portrait <box>901 615 986 718</box>
table-cell: ৯৯,১৩০/- <box>442 1985 564 2003</box>
table-cell: ১০৭ <box>564 2020 707 2037</box>
table-cell <box>659 2488 677 2504</box>
anti-item: নির্ধারিত মূল্য অপেক্ষা অধিক মূল্যে কোন পণ্য, ঔষধ বা সেবা বিক্রয় বা বিক্রয়ের প্রস্তাব করা; <box>25 615 402 644</box>
council-item: ১১ সদস্য বিশিষ্ট জেলা ভোক্তা অধিকার সংরক্ষণ কমিটি। জেলা প্রশাসক পদাধিকারবলে এ কমিটির সভাপতি; <box>882 1811 1321 1824</box>
table-cell: ২০১০-১১ <box>60 1934 174 1951</box>
checkbox-bullet-icon <box>25 481 35 491</box>
table-row <box>659 2415 855 2430</box>
aims-heading: আইনের উদ্দেশ্য <box>25 463 107 478</box>
how-item: অভিযোগ অবশ্যই লিখিত হতে হবে; <box>25 1071 402 1086</box>
square-bullet-icon <box>26 1225 33 1232</box>
table-header: ক্রমিক নং <box>26 2239 74 2258</box>
table-header: ক্রমিক <box>32 1885 61 1917</box>
square-bullet-icon <box>26 1331 33 1338</box>
chair-name: মো: তাজুল ইসলাম চৌধুরী, এমপি <box>1088 990 1211 1001</box>
table-cell: ২০১৫-২০১৬ <box>74 2292 232 2309</box>
council-list <box>882 1783 1321 1881</box>
checkbox-bullet-icon <box>25 680 35 690</box>
table-cell: ২০১৭-২০১৮ অর্থবছর <box>677 2445 790 2461</box>
table-cell: মোট <box>74 2343 232 2360</box>
table-cell: ৮৫৫৭ <box>256 2054 337 2085</box>
anti-item: ধার্যকৃত মূল্যের অধিক মূল্যে পণ্য, ঔষধ বা সেবা বিক্রয় করা। <box>25 915 402 930</box>
square-bullet-icon <box>884 1815 891 1822</box>
table-cell: ৬৫২ টি <box>790 2488 855 2504</box>
message-paragraph: ভোক্তা অধিকার সংরক্ষণে সুফল প্রতিটি ঘরে পৌঁছে দেয়ার লক্ষ্যে জাতীয় ভোক্তা অধিকার সংরক্ষণ অধিদপ্তরের সকল কর্মকর্তা ও কর্মচারী নিষ্ঠার সাথে যথাযথ ভূমিকা রাখবে বলে আমি দৃঢ়ভাবে বিশ্বাস করি। <box>901 336 1307 361</box>
table-cell: ২৩৪১ <box>564 2085 707 2102</box>
table-row <box>32 2054 846 2085</box>
dg-signature: ~ <box>1171 1636 1189 1661</box>
table-cell: ১,০৮,৭৫০/- <box>442 1968 564 1985</box>
anti-item: প্রতিশ্রুত পণ্য বা সেবা যথাযথভাবে বিক্রয় বা সরবরাহ না করা; <box>25 693 402 708</box>
table-cell: ৩৭২৪০ <box>256 2085 337 2102</box>
checkbox-bullet-icon <box>25 617 35 627</box>
table-cell: ৩. <box>32 1951 61 1969</box>
dg-name: মো: শফিকুল ইসলাম লস্কর <box>1134 1669 1228 1680</box>
table-cell: ২০১৬-২০১৭ <box>74 2309 232 2326</box>
checkbox-bullet-icon <box>25 577 35 587</box>
table-cell: ২২,০৬,৬৫,৩৭৬/- <box>707 2085 846 2102</box>
penalty-item: ঙ) ধারা ৪১: কোন ব্যক্তি জ্ঞাতসারে ভেজাল মিশ্রিত পণ্য বা ঔষধ বিক্রয় করিলে বা করিতে প্রস্তাব করিলে তিনি অনূর্ধ্ব ৩ (তিন) বৎসর কারাদণ্ড, বা অনধিক ২,০০,০০০ (দুই লক্ষ) টাকা অর্থদণ্ড, বা উভয় দণ্ডে দণ্ডিত হইবেন। <box>407 705 859 730</box>
anti-item: খাদ্য পণ্যে নিষিদ্ধ দ্রব্যের মিশ্রণ; <box>25 853 402 868</box>
table-cell: ২০১৩-১৪ <box>60 1985 174 2003</box>
author-designation: মহাপরিচালক, জাতীয় ভোক্তা অধিকার সংরক্ষণ অধিদপ্তর <box>313 98 571 112</box>
anti-item: দৈর্ঘ্য পরিমাপের কার্যে ব্যবহৃত পরিমাপক ফিতা বা অন্য কিছুতে কারচুপি করা; <box>25 758 402 772</box>
table-header: ক্রম <box>659 2386 677 2415</box>
council-item: ১৮ সদস্য বিশিষ্ট উপজেলা ভোক্তা অধিকার সংরক্ষণ কমিটি রয়েছে। উপজেলা নির্বাহী অফিসার এ কমিটির সভাপতি; <box>882 1826 1321 1853</box>
anti-item: অবহেলা, দায়িত্বহীনতা দ্বারা সেবাগ্রহীতার অর্থ, স্বাস্থ্য বা জীবনহানি, ইত্যাদি ঘটানো; <box>25 838 402 852</box>
dg-message-box <box>882 1020 1321 1696</box>
table-cell: ৩ <box>26 2292 74 2309</box>
table-cell: ১৭,৭৫,৪২০/- <box>442 2037 564 2054</box>
penalty-section-label: ট) ধারা ৪৭: <box>407 933 464 945</box>
table-header: অভিযোগ নিষ্পত্তি (সংখ্যা) <box>345 2239 469 2258</box>
how-item: অভিযোগকারী তাঁর পূর্ণাঙ্গ নাম, পিতা ও মাতার নাম ঠিকানা, ফোন, ফ্যাক্স ও ই-মেইল নম্বর (যদি থাকে) দিবেন; <box>25 1134 402 1163</box>
